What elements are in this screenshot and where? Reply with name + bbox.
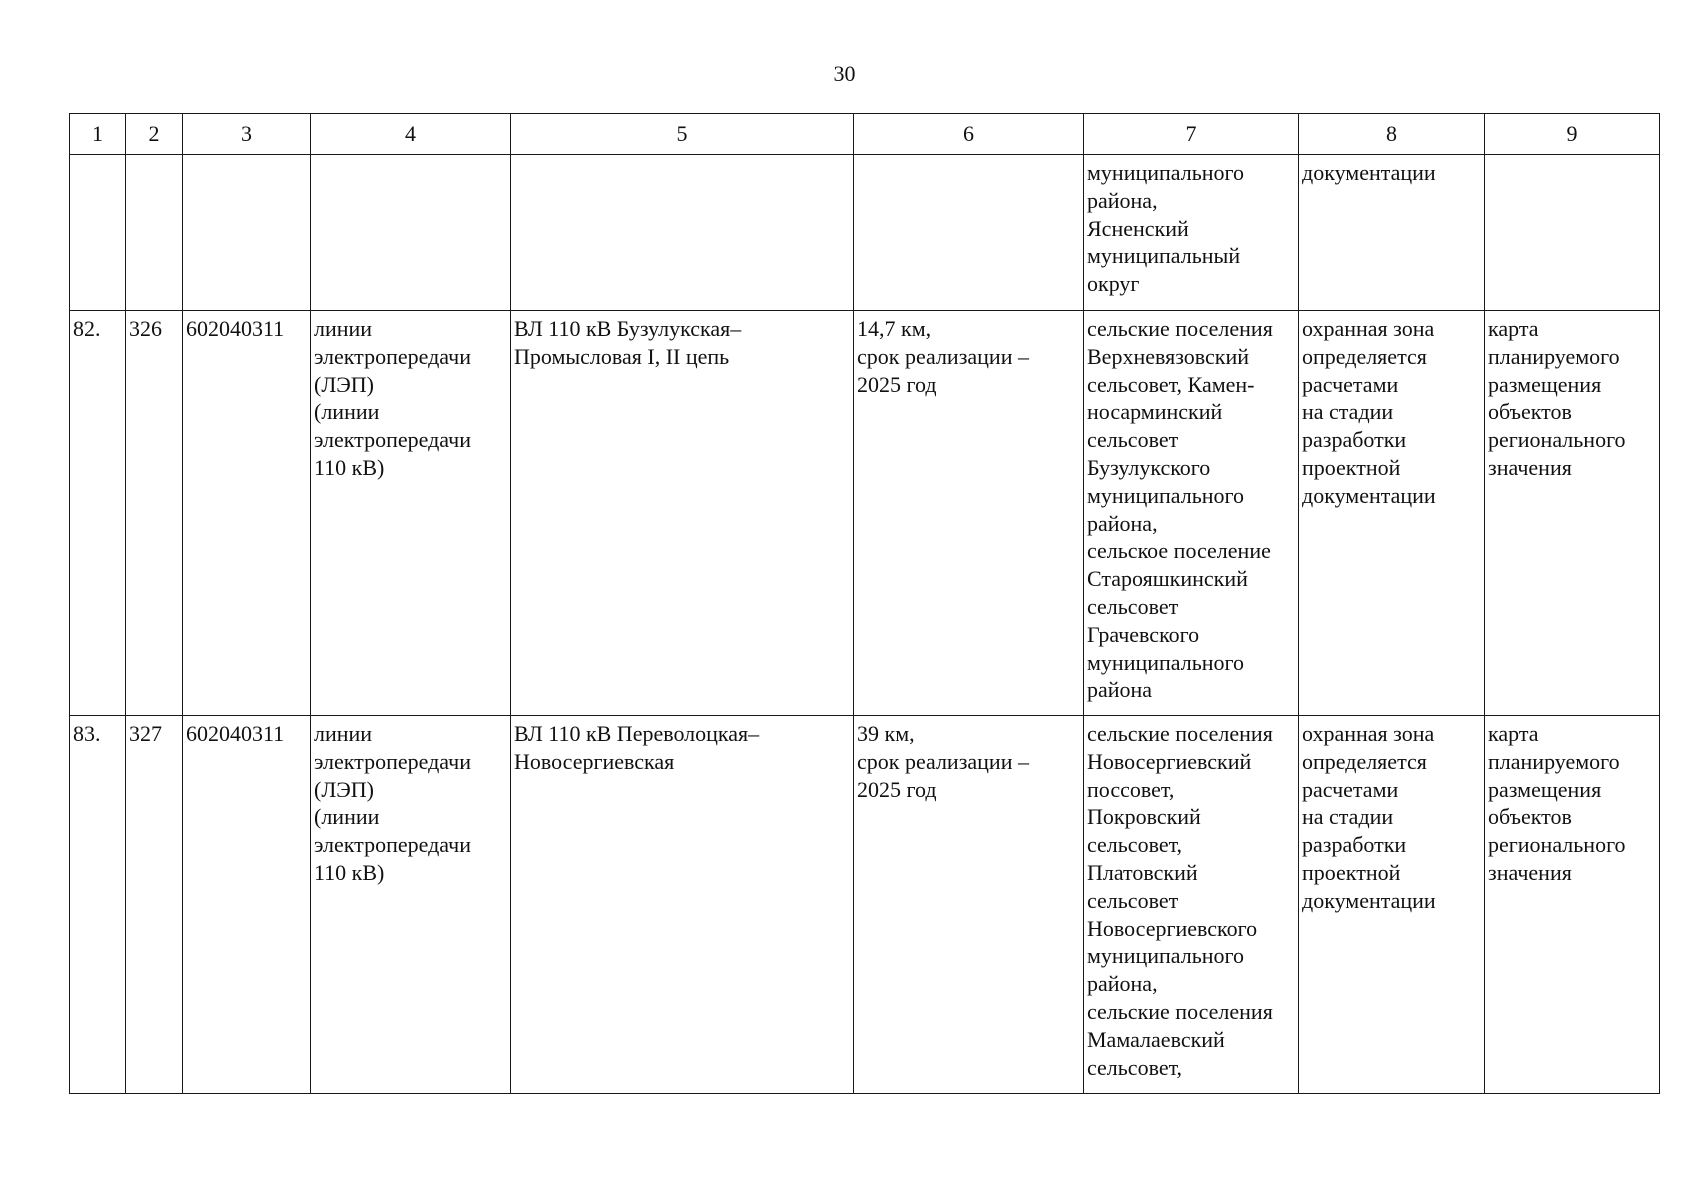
- table-cell: [854, 155, 1084, 311]
- column-header: 3: [183, 114, 311, 155]
- characteristics-cell: 14,7 км, срок реализации – 2025 год: [854, 311, 1084, 716]
- column-header: 2: [126, 114, 183, 155]
- table-row: [70, 716, 1660, 1094]
- row-number-cell: 83.: [70, 716, 126, 1094]
- column-header: 7: [1084, 114, 1299, 155]
- column-header: 1: [70, 114, 126, 155]
- type-cell: линии электропередачи (ЛЭП) (линии электропередачи 110 кВ): [311, 716, 511, 1094]
- code-cell: 602040311: [183, 311, 311, 716]
- table-header-row: [70, 114, 1660, 155]
- zone-cell: охранная зона определяется расчетами на стадии разработки проектной документации: [1299, 716, 1485, 1094]
- name-cell: ВЛ 110 кВ Бузулукская– Промысловая I, II цепь: [511, 311, 854, 716]
- location-cell: муниципального района, Ясненский муниципальный округ: [1084, 155, 1299, 311]
- zone-cell: охранная зона определяется расчетами на стадии разработки проектной документации: [1299, 311, 1485, 716]
- row-id-cell: 326: [126, 311, 183, 716]
- column-header: 6: [854, 114, 1084, 155]
- code-cell: 602040311: [183, 716, 311, 1094]
- column-header: 9: [1485, 114, 1660, 155]
- zone-cell: документации: [1299, 155, 1485, 311]
- column-header: 4: [311, 114, 511, 155]
- name-cell: ВЛ 110 кВ Переволоцкая– Новосергиевская: [511, 716, 854, 1094]
- row-number-cell: 82.: [70, 311, 126, 716]
- column-header: 5: [511, 114, 854, 155]
- table-cell: [183, 155, 311, 311]
- location-cell: сельские поселения Новосергиевский поссовет, Покровский сельсовет, Платовский сельсовет Новосергиевского муниципального района, сельские поселения Мамалаевский сельсовет,: [1084, 716, 1299, 1094]
- table-cell: [70, 155, 126, 311]
- table-row: [70, 311, 1660, 716]
- characteristics-cell: 39 км, срок реализации – 2025 год: [854, 716, 1084, 1094]
- table-cell: [511, 155, 854, 311]
- objects-table: [69, 113, 1660, 1094]
- column-header: 8: [1299, 114, 1485, 155]
- table-cell: [126, 155, 183, 311]
- table-cell: [311, 155, 511, 311]
- map-cell: карта планируемого размещения объектов регионального значения: [1485, 311, 1660, 716]
- type-cell: линии электропередачи (ЛЭП) (линии электропередачи 110 кВ): [311, 311, 511, 716]
- page-number: 30: [833, 61, 856, 86]
- table-row-continuation: [70, 155, 1660, 311]
- table-cell: [1485, 155, 1660, 311]
- map-cell: карта планируемого размещения объектов регионального значения: [1485, 716, 1660, 1094]
- row-id-cell: 327: [126, 716, 183, 1094]
- location-cell: сельские поселения Верхневязовский сельсовет, Камен- носарминский сельсовет Бузулукского муниципального района, сельское поселение Старояшкинский сельсовет Грачевского муниципального района: [1084, 311, 1299, 716]
